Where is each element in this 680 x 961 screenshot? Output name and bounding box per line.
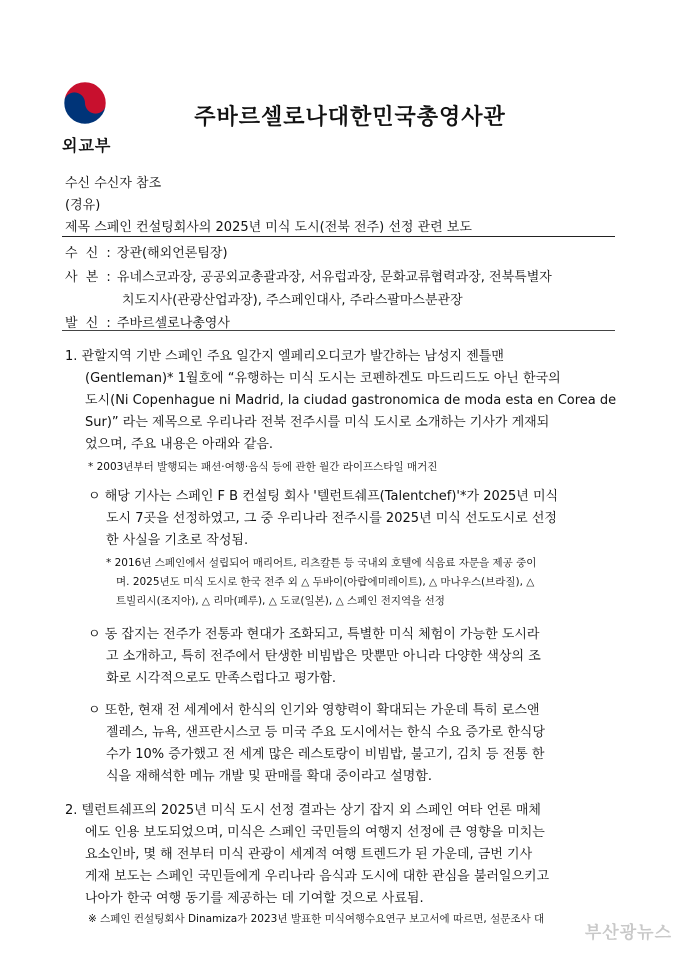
paragraph-1: [65, 346, 616, 456]
to-label: 수 신 :: [65, 246, 113, 261]
to-row: [65, 242, 228, 261]
text-line: 나아가 한국 여행 동기를 제공하는 데 기여할 것으로 사료됨.: [85, 891, 424, 906]
bullet-2: [88, 624, 541, 690]
text-line: 2. 텔런트쉐프의 2025년 미식 도시 선정 결과는 상기 잡지 외 스페인 여타 언론 매체: [65, 803, 541, 818]
via-line: (경유): [65, 198, 101, 213]
watermark: 부산광뉴스: [584, 923, 672, 943]
text-line: 젤레스, 뉴욕, 샌프란시스코 등 미국 주요 도시에서는 한식 수요 증가로 한식당: [106, 725, 545, 740]
bullet-1: [88, 486, 558, 552]
text-line: Sur)” 라는 제목으로 우리나라 전북 전주시를 미식 도시로 소개하는 기사가 게재되: [85, 415, 550, 430]
organization-title: 주바르셀로나대한민국총영사관: [194, 105, 506, 130]
text-line: 며. 2025년도 미식 도시로 한국 전주 외 △ 두바이(아랍에미레이트), △ 마나우스(브라질), △: [116, 576, 535, 588]
text-line: 한 사실을 기초로 작성됨.: [106, 533, 249, 548]
text-line: (Gentleman)* 1월호에 “유행하는 미식 도시는 코펜하겐도 마드리드도 아닌 한국의: [85, 371, 561, 386]
text-line: 수가 10% 증가했고 전 세계 많은 레스토랑이 비빔밥, 불고기, 김치 등 전통 한: [106, 747, 545, 762]
text-line: ㅇ 또한, 현재 전 세계에서 한식의 인기와 영향력이 확대되는 가운데 특히 로스앤: [88, 703, 540, 718]
from-label: 발 신 :: [65, 316, 113, 331]
text-line: 게재 보도는 스페인 국민들에게 우리나라 음식과 도시에 대한 관심을 불러일으키고: [85, 869, 550, 884]
footnote-dinamiza: ※ 스페인 컨설팅회사 Dinamiza가 2023년 발표한 미식여행수요연구 보고서에 따르면, 설문조사 대: [88, 913, 545, 925]
bullet-3: [88, 700, 545, 788]
cc-row: [65, 266, 552, 285]
text-line: 도시 7곳을 선정하였고, 그 중 우리나라 전주시를 2025년 미식 선도도시로 선정: [106, 511, 557, 526]
cc-value-line2: 치도지사(관광산업과장), 주스페인대사, 주라스팔마스분관장: [122, 293, 463, 308]
text-line: 요소인바, 몇 해 전부터 미식 관광이 세계적 여행 트렌드가 된 가운데, 금번 기사: [85, 847, 533, 862]
footnote-magazine: * 2003년부터 발행되는 패션·여행·음식 등에 관한 월간 라이프스타일 매거진: [88, 461, 438, 473]
text-line: 에도 인용 보도되었으며, 미식은 스페인 국민들의 여행지 선정에 큰 영향을 미치는: [85, 825, 545, 840]
cc-label: 사 본 :: [65, 270, 113, 285]
text-line: 고 소개하고, 특히 전주에서 탄생한 비빔밥은 맛뿐만 아니라 다양한 색상의 조: [106, 649, 541, 664]
text-line: 식을 재해석한 메뉴 개발 및 판매를 확대 중이라고 설명함.: [106, 769, 433, 784]
subject-line: 제목 스페인 컨설팅회사의 2025년 미식 도시(전북 전주) 선정 관련 보도: [65, 220, 472, 235]
text-line: * 2016년 스페인에서 설립되어 매리어트, 리츠칼튼 등 국내외 호텔에 식음료 자문을 제공 중이: [106, 557, 537, 569]
distribution-divider: [62, 330, 615, 331]
text-line: ㅇ 해당 기사는 스페인 F B 컨설팅 회사 '텔런트쉐프(Talentchef)'*가 2025년 미식: [88, 489, 559, 504]
from-row: [65, 312, 230, 331]
cc-value-line1: 유네스코과장, 공공외교총괄과장, 서유럽과장, 문화교류협력과장, 전북특별자: [116, 270, 552, 285]
text-line: 었으며, 주요 내용은 아래와 같음.: [85, 437, 274, 452]
text-line: 1. 관할지역 기반 스페인 주요 일간지 엘페리오디코가 발간하는 남성지 젠틀맨: [65, 349, 504, 364]
text-line: ㅇ 동 잡지는 전주가 전통과 현대가 조화되고, 특별한 미식 체험이 가능한 도시라: [88, 627, 540, 642]
ministry-name: 외교부: [62, 136, 112, 155]
footnote-talentchef: [106, 554, 536, 611]
text-line: 도시(Ni Copenhague ni Madrid, la ciudad gastronomica de moda esta en Corea de: [85, 393, 617, 408]
text-line: 화로 시각적으로도 만족스럽다고 평가함.: [106, 671, 337, 686]
recipient-line: 수신 수신자 참조: [65, 176, 162, 191]
paragraph-2: [65, 800, 549, 910]
text-line: 트빌리시(조지아), △ 리마(페루), △ 도쿄(일본), △ 스페인 전지역을 선정: [116, 595, 445, 607]
to-value: 장관(해외언론팀장): [116, 246, 228, 261]
header-divider: [62, 236, 615, 237]
from-value: 주바르셀로나총영사: [116, 316, 230, 331]
